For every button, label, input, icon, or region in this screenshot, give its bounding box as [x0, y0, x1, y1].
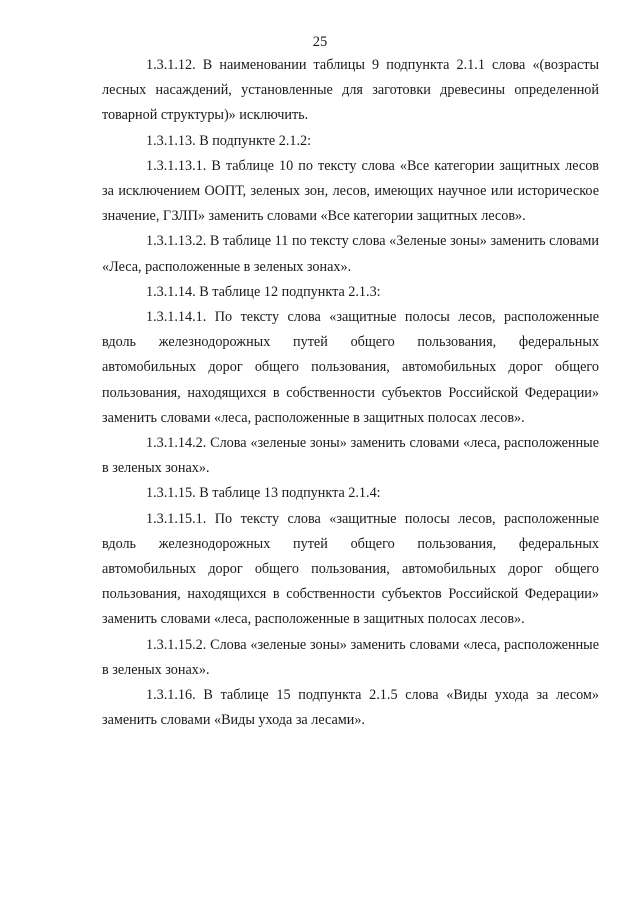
document-body — [102, 53, 599, 733]
page-number: 25 — [312, 34, 328, 50]
paragraph-1-3-1-13-2: 1.3.1.13.2. В таблице 11 по тексту слова «Зеленые зоны» заменить словами «Леса, расположенные в зеленых зонах». — [102, 233, 599, 275]
paragraph-1-3-1-12: 1.3.1.12. В наименовании таблицы 9 подпункта 2.1.1 слова «(возрасты лесных насаждений, установленные для заготовки древесины определенной товарной структуры)» исключить. — [102, 57, 599, 124]
paragraph-1-3-1-16: 1.3.1.16. В таблице 15 подпункта 2.1.5 слова «Виды ухода за лесом» заменить словами «Виды ухода за лесами». — [102, 687, 599, 729]
paragraph-1-3-1-14-2: 1.3.1.14.2. Слова «зеленые зоны» заменить словами «леса, расположенные в зеленых зонах». — [102, 435, 599, 477]
paragraph-1-3-1-13: 1.3.1.13. В подпункте 2.1.2: — [146, 132, 312, 149]
paragraph-1-3-1-15-2: 1.3.1.15.2. Слова «зеленые зоны» заменить словами «леса, расположенные в зеленых зонах». — [102, 636, 599, 678]
paragraph-1-3-1-15-1: 1.3.1.15.1. По тексту слова «защитные полосы лесов, расположенные вдоль железнодорожных путей общего пользования, федеральных автомобильных дорог общего пользования, автомобильных дорог общего пользования, находящихся в собственности субъектов Российской Федерации» заменить словами «леса, расположенные в защитных полосах лесов». — [102, 510, 599, 628]
paragraph-1-3-1-14-1: 1.3.1.14.1. По тексту слова «защитные полосы лесов, расположенные вдоль железнодорожных путей общего пользования, федеральных автомобильных дорог общего пользования, автомобильных дорог общего пользования, находящихся в собственности субъектов Российской Федерации» заменить словами «леса, расположенные в защитных полосах лесов». — [102, 309, 599, 426]
paragraph-1-3-1-15: 1.3.1.15. В таблице 13 подпункта 2.1.4: — [146, 485, 381, 502]
paragraph-1-3-1-13-1: 1.3.1.13.1. В таблице 10 по тексту слова «Все категории защитных лесов за исключением ООПТ, зеленых зон, лесов, имеющих научное или историческое значение, ГЗЛП» заменить словами «Все категории защитных лесов». — [102, 157, 599, 225]
paragraph-1-3-1-14: 1.3.1.14. В таблице 12 подпункта 2.1.3: — [146, 283, 381, 300]
